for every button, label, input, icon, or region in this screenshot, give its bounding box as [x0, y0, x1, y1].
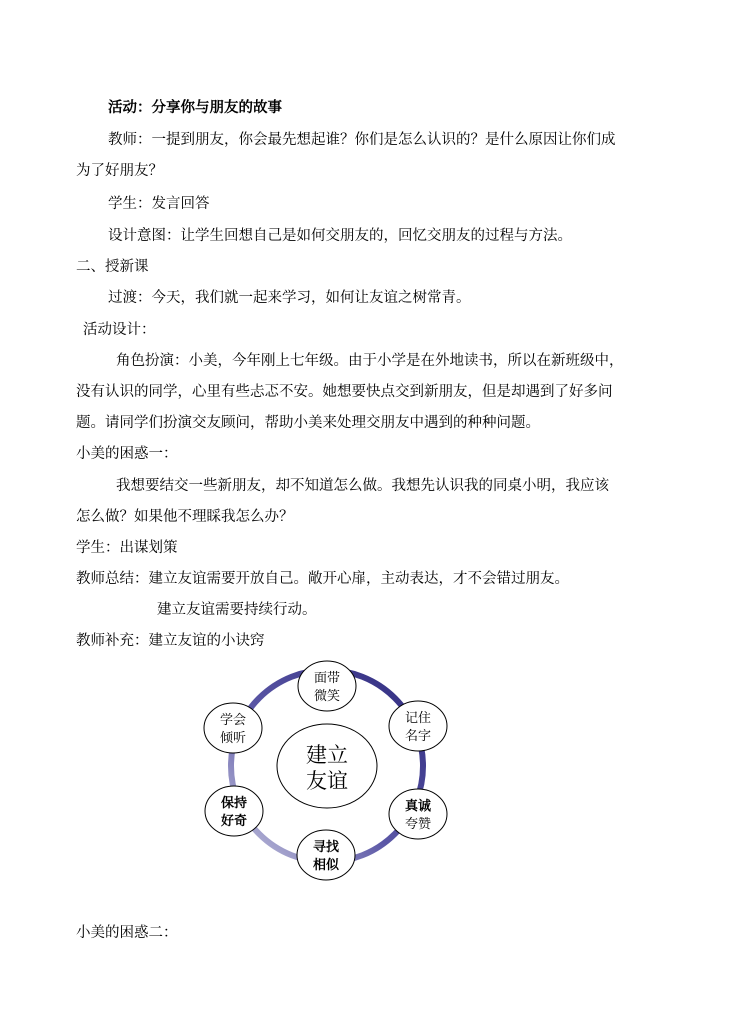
- node-praise: [389, 789, 447, 839]
- friendship-tips-svg: [200, 656, 470, 886]
- node-listen-line2: 倾听: [219, 731, 247, 746]
- roleplay-line3: 题。请同学们扮演交友顾问，帮助小美来处理交朋友中遇到的种种问题。: [76, 415, 540, 431]
- confusion-one-heading: 小美的困惑一：: [76, 446, 178, 462]
- node-curiosity-line2: 好奇: [220, 814, 248, 829]
- friendship-tips-diagram: [200, 656, 470, 886]
- node-smile: [298, 661, 356, 711]
- roleplay-line2: 没有认识的同学，心里有些忐忑不安。她想要快点交到新朋友，但是却遇到了好多问: [76, 384, 613, 400]
- roleplay-line1: 角色扮演：小美，今年刚上七年级。由于小学是在外地读书，所以在新班级中，: [116, 353, 624, 369]
- teacher-supplement: 教师补充：建立友谊的小诀窍: [76, 633, 265, 649]
- node-praise-line1: 真诚: [404, 799, 432, 814]
- teacher-question-line2: 为了好朋友？: [76, 163, 163, 179]
- node-remember-name-line1: 记住: [404, 711, 432, 726]
- center-text-line1: 建立: [306, 743, 348, 767]
- teacher-summary-line1: 教师总结：建立友谊需要开放自己。敞开心扉，主动表达，才不会错过朋友。: [76, 571, 569, 587]
- center-text-line2: 友谊: [306, 769, 348, 793]
- node-smile-line1: 面带: [313, 671, 341, 686]
- activity-title: 活动：分享你与朋友的故事: [108, 100, 282, 116]
- node-curiosity-line1: 保持: [220, 796, 248, 811]
- node-smile-line2: 微笑: [313, 689, 341, 704]
- node-praise-line2: 夸赞: [404, 817, 432, 832]
- teacher-question-line1: 教师：一提到朋友，你会最先想起谁？你们是怎么认识的？是什么原因让你们成: [108, 132, 616, 148]
- confusion-one-line2: 怎么做？如果他不理睬我怎么办？: [76, 509, 294, 525]
- node-similarity-line2: 相似: [312, 858, 340, 873]
- node-similarity-line1: 寻找: [312, 840, 340, 855]
- teacher-summary-line2: 建立友谊需要持续行动。: [157, 602, 317, 618]
- confusion-two-heading: 小美的困惑二：: [76, 925, 178, 941]
- node-remember-name-line2: 名字: [404, 729, 432, 744]
- node-listen: [204, 703, 262, 753]
- design-intent: 设计意图：让学生回想自己是如何交朋友的，回忆交朋友的过程与方法。: [108, 228, 572, 244]
- node-listen-line1: 学会: [219, 713, 247, 728]
- confusion-one-line1: 我想要结交一些新朋友，却不知道怎么做。我想先认识我的同桌小明，我应该: [116, 478, 609, 494]
- node-remember-name: [389, 701, 447, 751]
- transition-text: 过渡：今天，我们就一起来学习，如何让友谊之树常青。: [108, 290, 471, 306]
- node-curiosity: [205, 786, 263, 836]
- section-heading-two: 二、授新课: [76, 259, 149, 275]
- node-similarity: [297, 830, 355, 880]
- student-answer: 学生：发言回答: [108, 196, 210, 212]
- activity-design-label: 活动设计：: [83, 322, 156, 338]
- student-plan: 学生：出谋划策: [76, 540, 178, 556]
